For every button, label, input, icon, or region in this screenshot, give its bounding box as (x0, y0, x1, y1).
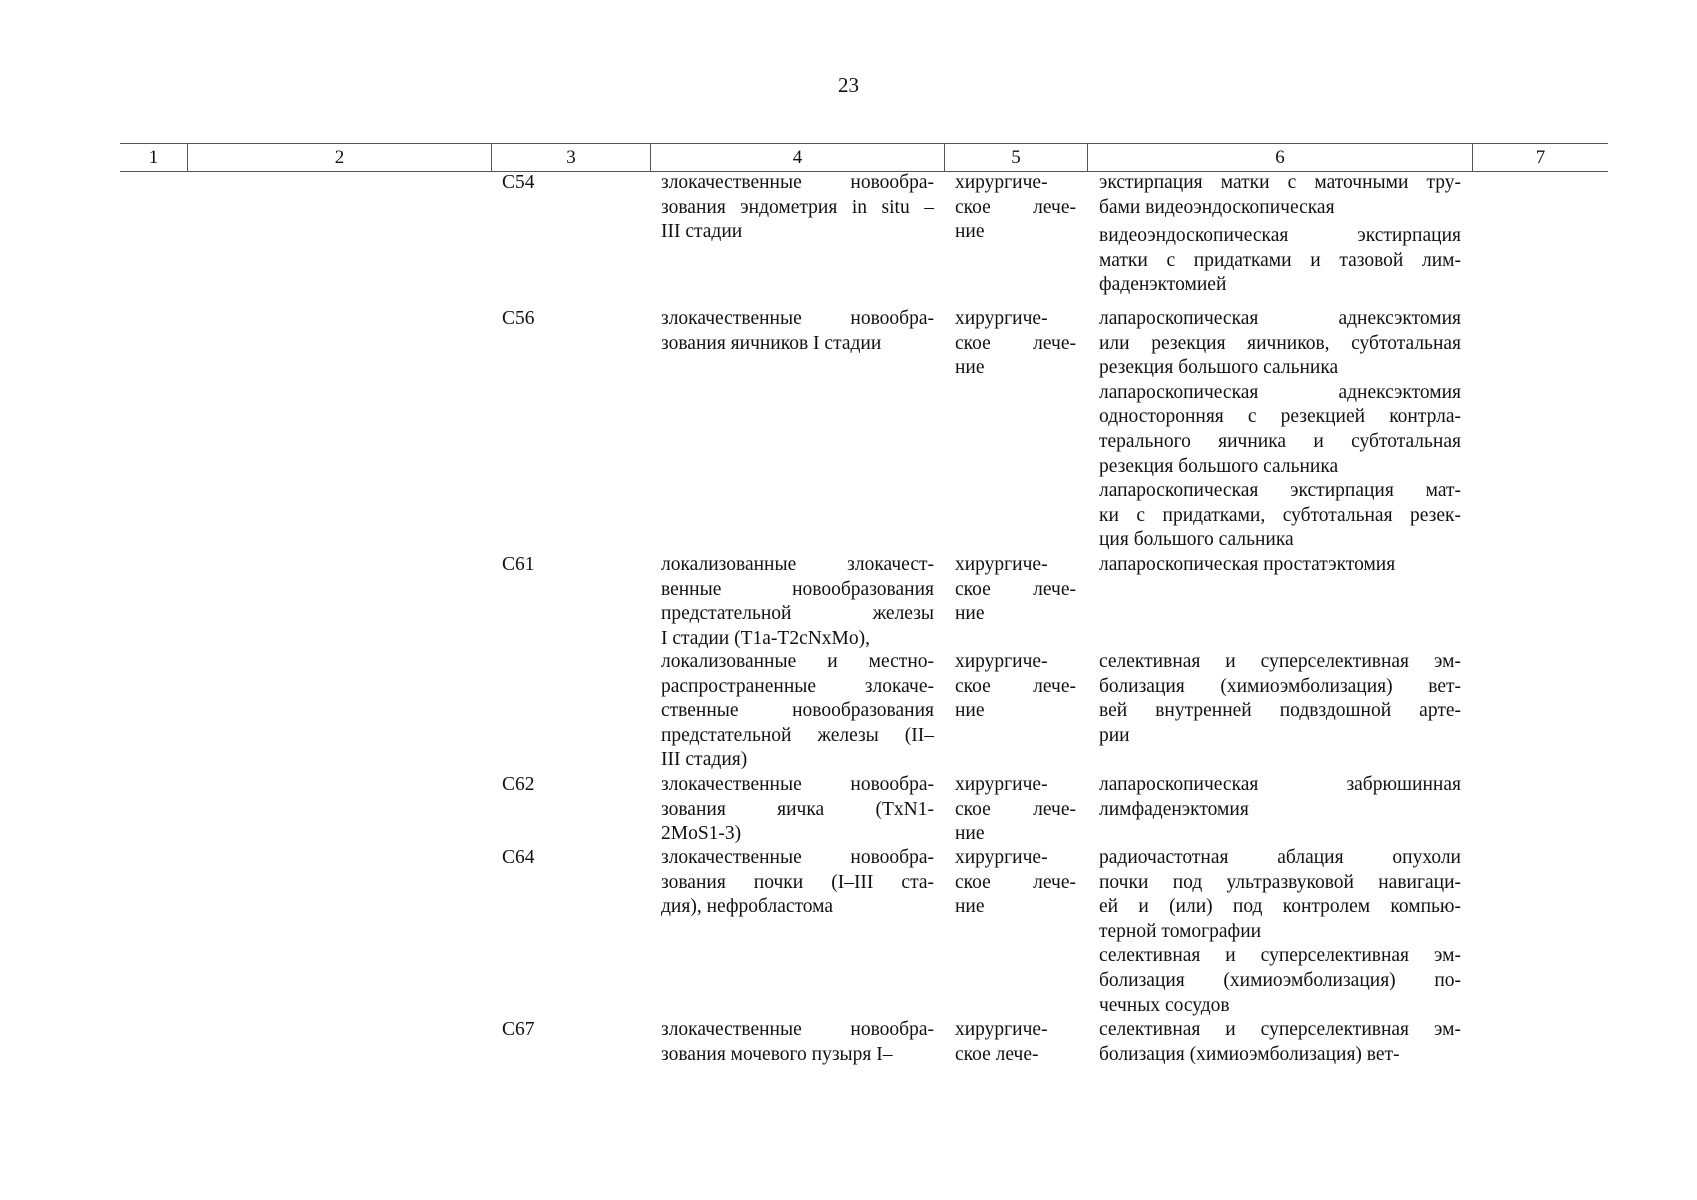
diagnosis-cell-line: III стадия) (661, 749, 748, 771)
diagnosis-cell-line: злокачественные новообра- (661, 847, 934, 868)
header-col-7: 7 (1472, 144, 1608, 171)
treatment-method-line: почки под ультразвуковой навигаци- (1099, 871, 1461, 893)
header-col-5: 5 (944, 144, 1087, 171)
diagnosis-cell-line: III стадии (661, 221, 743, 243)
diagnosis-cell-line: предстательной железы (661, 603, 934, 625)
treatment-method-line: рии (1099, 724, 1130, 746)
treatment-type-cell-line: хирургиче- (955, 308, 1048, 329)
treatment-type-cell (955, 650, 1076, 724)
treatment-method-line: экстирпация матки с маточными тру- (1099, 172, 1461, 193)
icd-code: C61 (502, 554, 535, 575)
treatment-type-cell-line: хирургиче- (955, 1019, 1048, 1040)
treatment-method-line: лапароскопическая аднексэктомия (1099, 381, 1461, 403)
treatment-type-cell-line: ское лече- (955, 196, 1076, 218)
treatment-method-line: болизация (химиоэмболизация) по- (1099, 969, 1461, 991)
treatment-method-line: односторонняя с резекцией контрла- (1099, 406, 1461, 428)
diagnosis-cell (661, 307, 934, 356)
header-col-2: 2 (187, 144, 491, 171)
treatment-method-line: радиочастотная аблация опухоли (1099, 847, 1461, 868)
treatment-method-line: селективная и суперселективная эм- (1099, 1019, 1461, 1040)
treatment-type-cell-line: хирургиче- (955, 554, 1048, 575)
diagnosis-cell-line: злокачественные новообра- (661, 172, 934, 193)
treatment-method-line: терального яичника и субтотальная (1099, 430, 1461, 452)
treatment-method-line: чечных сосудов (1099, 994, 1230, 1016)
treatment-method-line: вей внутренней подвздошной арте- (1099, 700, 1461, 722)
diagnosis-cell-line: дия), нефробластома (661, 896, 834, 918)
treatment-method (1099, 224, 1461, 298)
treatment-type-cell-line: ское лече- (955, 578, 1076, 600)
diagnosis-cell (661, 846, 934, 920)
diagnosis-cell-line: предстательной железы (II– (661, 724, 934, 746)
header-col-3: 3 (491, 144, 650, 171)
treatment-method (1099, 381, 1461, 479)
diagnosis-cell-line: ственные новообразования (661, 700, 934, 722)
treatment-method (1099, 944, 1461, 1018)
treatment-method (1099, 846, 1461, 944)
treatment-type-cell-line: хирургиче- (955, 774, 1048, 795)
icd-code: C64 (502, 847, 535, 868)
diagnosis-cell (661, 171, 934, 245)
diagnosis-cell-line: злокачественные новообра- (661, 774, 934, 795)
treatment-type-cell-line: ское лече- (955, 871, 1076, 893)
treatment-method (1099, 307, 1461, 381)
treatment-type-cell-line: хирургиче- (955, 172, 1048, 193)
treatment-method-line: лапароскопическая аднексэктомия (1099, 308, 1461, 329)
treatment-method-line: селективная и суперселективная эм- (1099, 945, 1461, 967)
treatment-method (1099, 650, 1461, 748)
treatment-type-cell-line: ние (955, 221, 985, 243)
treatment-type-cell-line: хирургиче- (955, 847, 1048, 868)
treatment-method (1099, 553, 1461, 578)
treatment-method-line: ки с придатками, субтотальная резек- (1099, 504, 1461, 526)
header-col-1: 1 (148, 147, 159, 168)
treatment-type-cell (955, 307, 1076, 381)
treatment-method-line: селективная и суперселективная эм- (1099, 651, 1461, 672)
treatment-type-cell-line: ние (955, 896, 985, 918)
treatment-method-line: болизация (химиоэмболизация) вет- (1099, 675, 1461, 697)
diagnosis-cell (661, 773, 934, 847)
diagnosis-cell-line: локализованные злокачест- (661, 554, 934, 575)
treatment-type-cell (955, 553, 1076, 627)
diagnosis-cell-line: локализованные и местно- (661, 651, 934, 672)
diagnosis-cell-line: 2MoS1-3) (661, 823, 742, 845)
diagnosis-cell-line: зования эндометрия in situ – (661, 196, 934, 218)
treatment-method-line: болизация (химиоэмболизация) вет- (1099, 1043, 1400, 1065)
diagnosis-cell-line: зования мочевого пузыря I– (661, 1043, 893, 1065)
treatment-type-cell (955, 846, 1076, 920)
treatment-type-cell-line: хирургиче- (955, 651, 1048, 672)
diagnosis-cell-line: злокачественные новообра- (661, 1019, 934, 1040)
treatment-method-line: резекция большого сальника (1099, 357, 1339, 379)
page-number: 23 (838, 73, 859, 97)
header-col-6: 6 (1087, 144, 1472, 171)
diagnosis-cell (661, 553, 934, 651)
treatment-type-cell-line: ние (955, 823, 985, 845)
treatment-type-cell-line: ние (955, 700, 985, 722)
treatment-method-line: лапароскопическая простатэктомия (1099, 554, 1396, 575)
treatment-type-cell-line: ское лече- (955, 675, 1076, 697)
diagnosis-cell-line: I стадии (T1a-T2cNxMo), (661, 627, 871, 649)
diagnosis-cell-line: зования яичка (TxN1- (661, 798, 934, 820)
treatment-method (1099, 171, 1461, 220)
diagnosis-cell-line: венные новообразования (661, 578, 934, 600)
diagnosis-cell-line: распространенные злокаче- (661, 675, 934, 697)
diagnosis-cell-line: зования почки (I–III ста- (661, 871, 934, 893)
treatment-method-line: лимфаденэктомия (1099, 798, 1249, 820)
treatment-method-line: или резекция яичников, субтотальная (1099, 332, 1461, 354)
treatment-type-cell (955, 773, 1076, 847)
diagnosis-cell (661, 650, 934, 773)
icd-code: C62 (502, 774, 535, 795)
treatment-method (1099, 479, 1461, 553)
treatment-type-cell-line: ское лече- (955, 798, 1076, 820)
treatment-method (1099, 773, 1461, 822)
treatment-method-line: ция большого сальника (1099, 529, 1294, 551)
icd-code: C54 (502, 172, 535, 193)
header-col-4: 4 (650, 144, 944, 171)
icd-code: C67 (502, 1019, 535, 1040)
treatment-method (1099, 1018, 1461, 1067)
treatment-method-line: лапароскопическая забрюшинная (1099, 774, 1461, 795)
diagnosis-cell-line: зования яичников I стадии (661, 332, 882, 354)
icd-code: C56 (502, 308, 535, 329)
treatment-type-cell-line: ние (955, 357, 985, 379)
treatment-method-line: ей и (или) под контролем компью- (1099, 896, 1461, 918)
treatment-type-cell (955, 171, 1076, 245)
diagnosis-cell-line: злокачественные новообра- (661, 308, 934, 329)
treatment-type-cell-line: ское лече- (955, 332, 1076, 354)
treatment-type-cell-line: ское лече- (955, 1043, 1039, 1065)
treatment-method-line: бами видеоэндоскопическая (1099, 196, 1335, 218)
treatment-type-cell-line: ние (955, 603, 985, 625)
treatment-method-line: резекция большого сальника (1099, 455, 1339, 477)
treatment-method-line: лапароскопическая экстирпация мат- (1099, 480, 1461, 502)
treatment-method-line: матки с придатками и тазовой лим- (1099, 249, 1461, 271)
treatment-method-line: видеоэндоскопическая экстирпация (1099, 225, 1461, 247)
table-header-row (120, 143, 1608, 172)
treatment-method-line: терной томографии (1099, 920, 1262, 942)
treatment-type-cell (955, 1018, 1076, 1067)
diagnosis-cell (661, 1018, 934, 1067)
treatment-method-line: фаденэктомией (1099, 274, 1227, 296)
